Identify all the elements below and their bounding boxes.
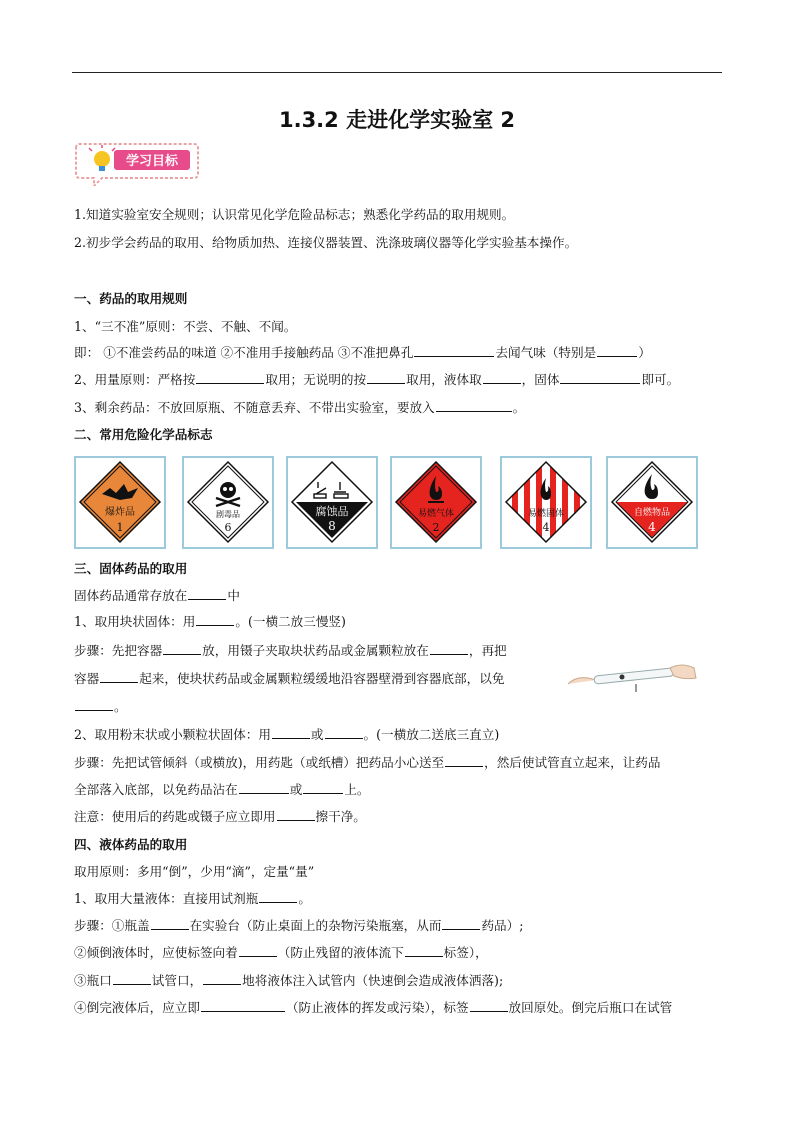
blank [560,371,640,384]
blank [113,972,151,985]
blank [483,371,521,384]
objective-1: 1.知道实验室安全规则；认识常见化学危险品标志；熟悉化学药品的取用规则。 [74,207,515,222]
blank [75,698,113,711]
svg-text:4: 4 [648,520,656,534]
blank [442,917,480,930]
sign-flammable-gas [390,456,482,549]
blank [163,642,201,655]
s1-line-2: 即： ①不准尝药品的味道 ②不准用手接触药品 ③不准把鼻孔 去闻气味（特别是 ） [74,345,651,360]
blank [436,399,512,412]
s3-line-8: 注意：使用后的药匙或镊子应立即用 擦干净。 [74,809,366,824]
s1-line-3: 2、用量原则：严格按 取用；无说明的按 取用，液体取 ，固体 即可。 [74,372,680,387]
svg-text:2: 2 [432,521,440,534]
blank [188,587,226,600]
section-4-heading: 四、液体药品的取用 [74,837,188,852]
s3-line-0: 固体药品通常存放在 中 [74,588,240,603]
svg-text:6: 6 [224,521,232,534]
blank [430,642,468,655]
s1-line-1: 1、“三不准”原则：不尝、不触、不闻。 [74,319,297,334]
sign-spontaneous-combustion [606,456,698,549]
blank [272,726,310,739]
learning-goals-badge [72,142,200,186]
badge-label: 学习目标 [125,154,179,169]
blank [414,344,494,357]
section-1-heading: 一、药品的取用规则 [74,291,188,306]
section-3-heading: 三、固体药品的取用 [74,561,188,576]
blank [303,781,343,794]
s3-line-4: 。 [74,698,127,716]
blank [203,972,241,985]
s4-line-1: 1、取用大量液体：直接用试剂瓶 。 [74,891,311,906]
sign-flammable-solid [500,456,592,549]
s4-line-4: ③瓶口 试管口， 地将液体注入试管内（快速倒会造成液体洒落); [74,973,504,988]
s4-line-2: 步骤：①瓶盖 在实验台（防止桌面上的杂物污染瓶塞，从而 药品）; [74,918,524,933]
blank [259,890,297,903]
s3-line-6: 步骤：先把试管倾斜（或横放)，用药匙（或纸槽）把药品小心送至 ，然后使试管直立起来，让药品 [74,755,661,770]
blank [445,754,483,767]
s4-line-5: ④倒完液体后，应立即 （防止液体的挥发或污染），标签 放回原处。倒完后瓶口在试管 [74,1000,673,1015]
sign-corrosive [286,456,378,549]
blank [470,999,508,1012]
blank [196,613,234,626]
s3-line-3: 容器 起来，使块状药品或金属颗粒缓缓地沿容器壁滑到容器底部，以免 [74,671,505,686]
hazard-signs [72,456,712,551]
header-rule [72,72,722,73]
svg-text:自燃物品: 自燃物品 [633,508,671,518]
blank [597,344,637,357]
s1-line-4: 3、剩余药品：不放回原瓶、不随意丢弃、不带出实验室，要放入 。 [74,400,526,415]
blank [277,808,315,821]
blank [325,726,363,739]
blank [405,944,443,957]
lightbulb-icon [94,151,110,167]
sign-explosive [74,456,166,549]
svg-text:爆炸品: 爆炸品 [105,507,135,518]
s4-line-3: ②倾倒液体时，应使标签向着 （防止残留的液体流下 标签）， [74,945,488,960]
svg-text:易燃固体: 易燃固体 [527,509,565,519]
blank [239,944,277,957]
objective-2: 2.初步学会药品的取用、给物质加热、连接仪器装置、洗涤玻璃仪器等化学实验基本操作。 [74,235,578,250]
svg-text:剧毒品: 剧毒品 [216,510,240,519]
svg-text:4: 4 [542,521,550,534]
blank [151,917,189,930]
s3-line-7: 全部落入底部，以免药品沾在 或 上。 [74,782,370,797]
page-title: 1.3.2 走进化学实验室 2 [278,108,516,132]
blank [367,371,405,384]
svg-text:1: 1 [116,521,124,534]
s3-line-2: 步骤：先把容器 放，用镊子夹取块状药品或金属颗粒放在 ，再把 [74,643,507,658]
blank [196,371,264,384]
svg-text:易燃气体: 易燃气体 [417,509,455,519]
s3-line-5: 2、取用粉末状或小颗粒状固体：用 或 。(一横放二送底三直立) [74,727,500,742]
sign-toxic [182,456,274,549]
section-2-heading: 二、常用危险化学品标志 [74,427,213,442]
svg-text:8: 8 [328,519,336,533]
test-tube-tweezers-illustration [566,658,698,694]
blank [239,781,289,794]
s3-line-1: 1、取用块状固体：用 。(一横二放三慢竖) [74,614,346,629]
svg-text:腐蚀品: 腐蚀品 [315,505,349,518]
s4-line-0: 取用原则：多用“倒”，少用“滴”，定量“量” [74,864,315,879]
blank [201,999,285,1012]
blank [100,670,138,683]
